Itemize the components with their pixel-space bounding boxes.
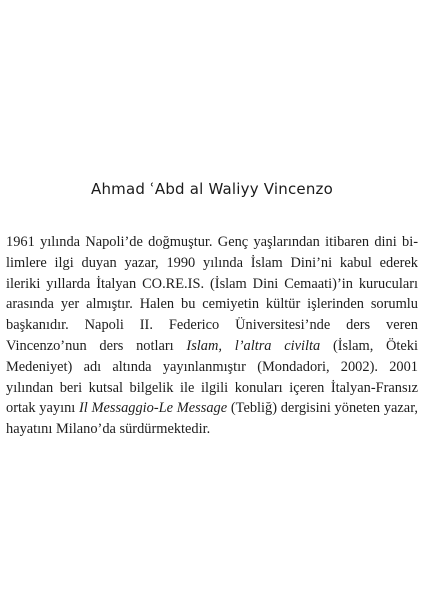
book-title-islam-laltra-civilta: Islam, l’altra civilta: [186, 337, 321, 354]
journal-title-il-messaggio: Il Messaggio-Le Message: [79, 400, 228, 417]
bio-text-part-2: (İslam, Öteki Medeniyet) adı altında yayınlanmıştır (Mondadori, 2002). 2001 yılından beri kutsal bilgelik ile ilgili konuları içeren İtalyan-Fransız ortak yayını: [6, 337, 419, 417]
author-name-heading: Ahmad ʿAbd al Waliyy Vincenzo: [90, 180, 334, 198]
bio-text-part-1: 1961 yılında Napoli’de doğmuştur. Genç yaşlarından itibaren dini bilimlere ilgi duyan yazar, 1990 yılında İslam Dini’ni kabul ederek ileriki yıllarda İtalyan CO.RE.IS. (İslam Dini Cemaati)’in kurucuları arasında yer almıştır. Halen bu cemiyetin kültür işlerinden sorumlu başkanıdır. Napoli II. Federico Üniversitesi’nde ders veren Vincenzo’nun ders notları: [6, 234, 418, 354]
bio-text-part-3: (Tebliğ) dergisini yöneten yazar, hayatını Milano’da sürdürmektedir.: [6, 400, 419, 438]
author-biography: [6, 232, 418, 440]
